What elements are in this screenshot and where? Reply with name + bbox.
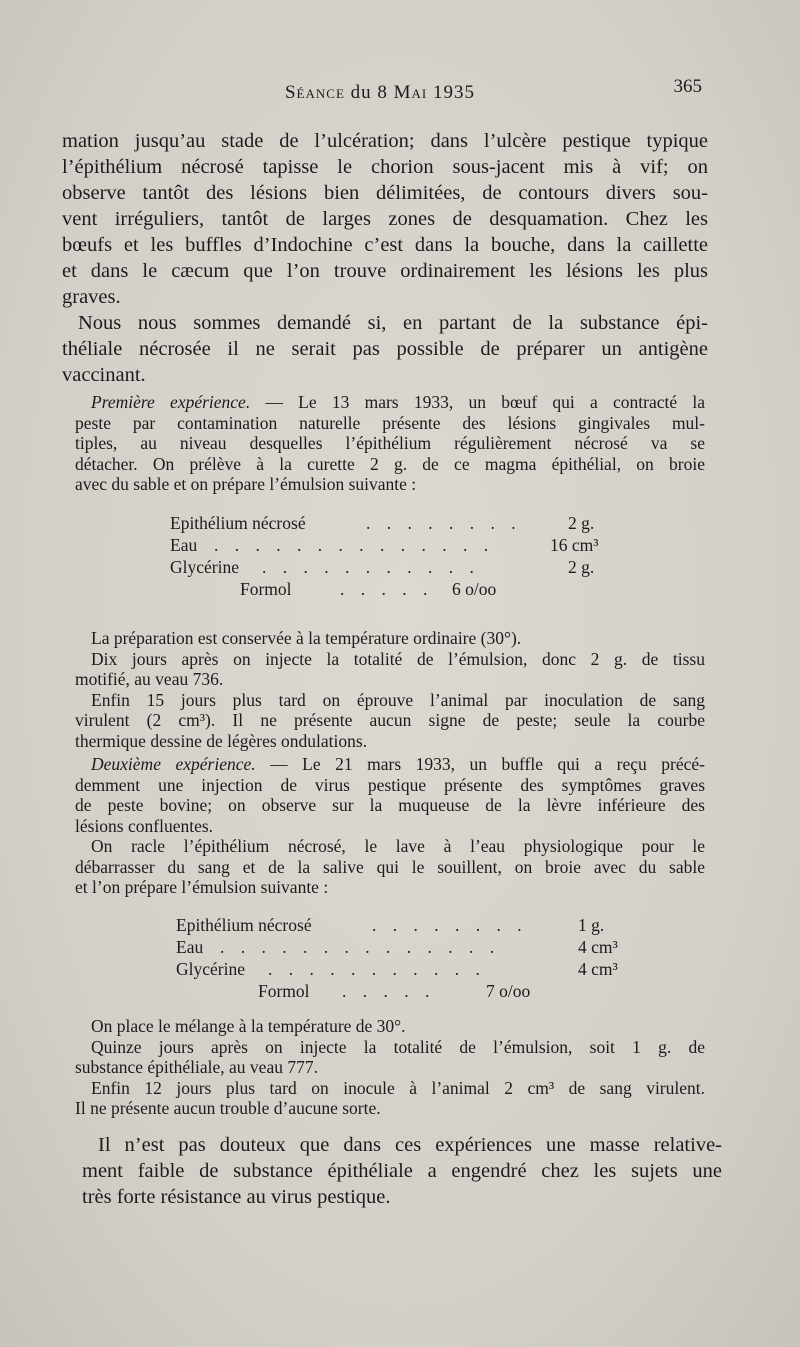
experiment-1-recipe (170, 512, 650, 602)
text-line: Il n’est pas douteux que dans ces expériences une masse relative- (98, 1134, 722, 1156)
header-mai: Mai (393, 82, 428, 103)
recipe-row (176, 958, 656, 980)
text-line: ment faible de substance épithéliale a engendré chez les sujets une (82, 1160, 722, 1182)
ingredient-name: Glycérine (176, 959, 245, 979)
ingredient-quantity: 2 g. (568, 557, 595, 577)
text-line: observe tantôt des lésions bien délimitées, de contours divers sou- (62, 182, 708, 204)
text-line (75, 754, 705, 775)
ingredient-name: Epithélium nécrosé (170, 513, 306, 533)
ingredient-name: Epithélium nécrosé (176, 915, 312, 935)
leader-dots: . . . . . (342, 981, 436, 1001)
text-line: débarrasser du sang et de la salive qui le souillent, on broie avec du sable (75, 856, 705, 877)
formol-label: Formol (240, 579, 292, 599)
intro-paragraph (62, 128, 708, 310)
text-line: motifié, au veau 736. (75, 669, 224, 689)
text-line: avec du sable et on prépare l’émulsion suivante : (75, 474, 417, 494)
ingredient-name: Eau (176, 937, 204, 957)
leader-dots: . . . . . . . . . . . . . . (214, 535, 495, 555)
text-line: très forte résistance au virus pestique. (82, 1186, 391, 1208)
recipe-row (176, 914, 656, 936)
text-line: On place le mélange à la température de 30°. (91, 1016, 406, 1036)
conclusion-paragraph (82, 1132, 722, 1210)
text-line: demment une injection de virus pestique présente des symptômes graves (75, 774, 705, 795)
experiment-2-recipe (176, 914, 656, 1004)
text-line: La préparation est conservée à la température ordinaire (30°). (91, 628, 522, 648)
text-line: Il ne présente aucun trouble d’aucune sorte. (75, 1098, 381, 1118)
recipe-formol-row (170, 578, 650, 600)
formol-value: 7 o/oo (486, 981, 531, 1001)
text-line (75, 392, 705, 413)
header-year: 1935 (427, 82, 476, 103)
text-line: peste par contamination naturelle présente des lésions gingivales mul- (75, 412, 705, 433)
ingredient-quantity: 2 g. (568, 513, 595, 533)
leader-dots: . . . . . . . . . . . . . . (220, 937, 501, 957)
text-line: Quinze jours après on injecte la totalité de l’émulsion, soit 1 g. de (91, 1036, 705, 1057)
formol-label: Formol (258, 981, 310, 1001)
text-line: et dans le cæcum que l’on trouve ordinairement les lésions les plus (62, 260, 708, 282)
text-line: lésions confluentes. (75, 815, 214, 836)
recipe-row (176, 936, 656, 958)
text-line: théliale nécrosée il ne serait pas possible de préparer un antigène (62, 338, 708, 360)
text-line: vent irréguliers, tantôt de larges zones de desquamation. Chez les (62, 208, 708, 230)
experiment-2-heading: Deuxième expérience. (91, 754, 256, 774)
recipe-row (170, 512, 650, 534)
experiment-2-results (75, 1016, 705, 1119)
recipe-row (170, 556, 650, 578)
text-line: Enfin 12 jours plus tard on inocule à l’animal 2 cm³ de sang virulent. (91, 1077, 705, 1098)
text-line: de peste bovine; on observe sur la muqueuse de la lèvre inférieure des (75, 795, 705, 815)
text-segment: — Le 21 mars 1933, un buffle qui a reçu précé- (255, 754, 705, 774)
header-du: du 8 (344, 82, 394, 103)
leader-dots: . . . . . . . . (372, 915, 528, 935)
header-seance: Séance (284, 82, 345, 103)
text-line: Dix jours après on injecte la totalité de l’émulsion, donc 2 g. de tissu (91, 648, 705, 669)
text-line: thermique dessine de légères ondulations. (75, 730, 368, 751)
recipe-row (170, 534, 650, 556)
leader-dots: . . . . . . . . (366, 513, 522, 533)
question-paragraph (62, 310, 708, 388)
text-line: et l’on prépare l’émulsion suivante : (75, 877, 329, 897)
text-line: substance épithéliale, au veau 777. (75, 1057, 318, 1077)
experiment-1-results (75, 628, 705, 751)
text-segment: — Le 13 mars 1933, un bœuf qui a contracté la (250, 392, 705, 412)
text-line: vaccinant. (62, 364, 146, 386)
ingredient-quantity: 4 cm³ (578, 959, 618, 979)
text-line: mation jusqu’au stade de l’ulcération; dans l’ulcère pestique typique (62, 130, 708, 152)
ingredient-name: Eau (170, 535, 198, 555)
ingredient-quantity: 4 cm³ (578, 937, 618, 957)
text-line: Nous nous sommes demandé si, en partant de la substance épi- (78, 312, 708, 334)
running-header (0, 82, 760, 104)
ingredient-name: Glycérine (170, 557, 239, 577)
page-number: 365 (673, 76, 702, 97)
formol-value: 6 o/oo (452, 579, 497, 599)
text-line: Enfin 15 jours plus tard on éprouve l’animal par inoculation de sang (91, 689, 705, 710)
leader-dots: . . . . . . . . . . . (268, 959, 486, 979)
experiment-2-paragraph (75, 754, 705, 898)
text-line: On racle l’épithélium nécrosé, le lave à l’eau physiologique pour le (91, 836, 705, 856)
experiment-1-heading: Première expérience. (91, 392, 251, 412)
text-line: détacher. On prélève à la curette 2 g. de ce magma épithélial, on broie (75, 453, 705, 474)
ingredient-quantity: 16 cm³ (550, 535, 599, 555)
experiment-1-paragraph (75, 392, 705, 495)
leader-dots: . . . . . . . . . . . (262, 557, 480, 577)
ingredient-quantity: 1 g. (578, 915, 605, 935)
text-line: l’épithélium nécrosé tapisse le chorion sous-jacent mis à vif; on (62, 156, 708, 178)
recipe-formol-row (176, 980, 656, 1002)
text-line: virulent (2 cm³). Il ne présente aucun signe de peste; seule la courbe (75, 710, 705, 730)
text-line: graves. (62, 286, 121, 308)
text-line: tiples, au niveau desquelles l’épithélium régulièrement nécrosé va se (75, 433, 705, 453)
text-line: bœufs et les buffles d’Indochine c’est dans la bouche, dans la caillette (62, 234, 708, 256)
leader-dots: . . . . . (340, 579, 434, 599)
